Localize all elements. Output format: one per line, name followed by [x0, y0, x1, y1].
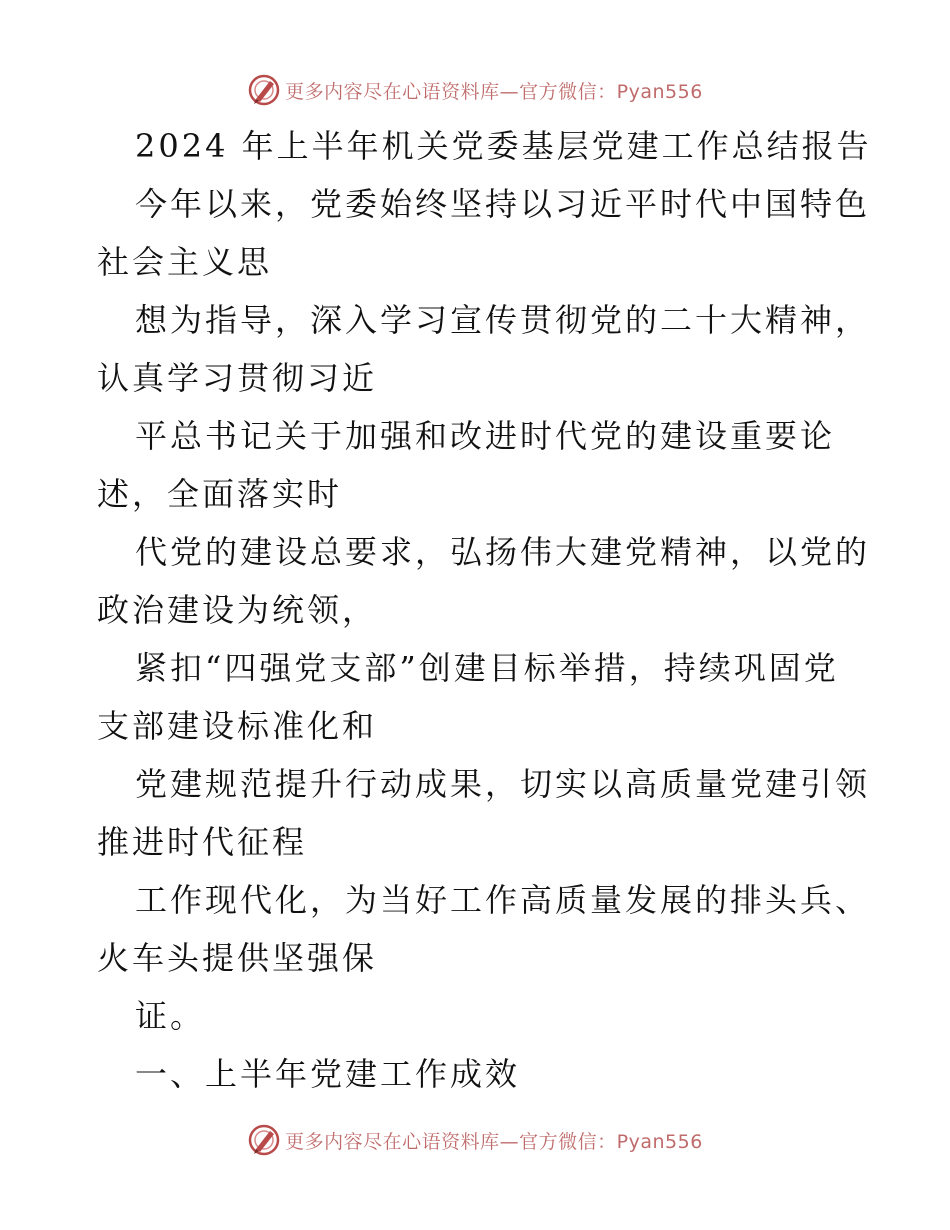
paragraph-line: 支部建设标准化和 [97, 707, 378, 745]
document-title: 2024 年上半年机关党委基层党建工作总结报告 [135, 127, 872, 165]
paragraph-line: 今年以来，党委始终坚持以习近平时代中国特色 [135, 185, 871, 223]
paragraph-line: 工作现代化，为当好工作高质量发展的排头兵、 [135, 881, 871, 919]
footer-watermark [0, 1120, 950, 1160]
paragraph-line: 想为指导，深入学习宣传贯彻党的二十大精神， [135, 301, 871, 339]
paragraph-line: 推进时代征程 [97, 823, 308, 861]
paragraph-line: 代党的建设总要求，弘扬伟大建党精神，以党的 [135, 533, 871, 571]
paragraph-line: 认真学习贯彻习近 [97, 359, 378, 397]
paragraph-line: 火车头提供坚强保 [97, 939, 378, 977]
pen-circle-logo-icon [247, 1123, 281, 1157]
paragraph-line: 证。 [135, 997, 206, 1035]
watermark-text: 更多内容尽在心语资料库—官方微信：Pyan556 [285, 1130, 703, 1153]
paragraph-line: 述，全面落实时 [97, 475, 343, 513]
watermark-text: 更多内容尽在心语资料库—官方微信：Pyan556 [285, 80, 703, 103]
paragraph-line: 党建规范提升行动成果，切实以高质量党建引领 [135, 765, 871, 803]
header-watermark [0, 70, 950, 110]
section-heading: 一、上半年党建工作成效 [135, 1055, 521, 1093]
pen-circle-logo-icon [247, 73, 281, 107]
paragraph-line: 平总书记关于加强和改进时代党的建设重要论 [135, 417, 836, 455]
paragraph-line: 紧扣“四强党支部”创建目标举措，持续巩固党 [135, 649, 839, 687]
paragraph-line: 社会主义思 [97, 243, 273, 281]
paragraph-line: 政治建设为统领， [97, 591, 378, 629]
